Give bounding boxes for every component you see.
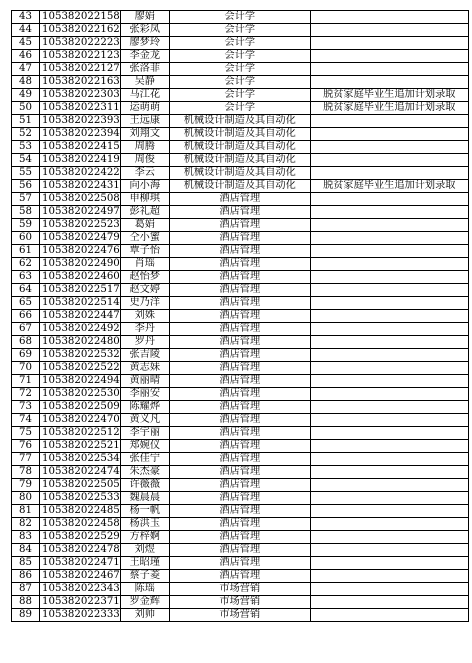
remark-cell (310, 284, 468, 297)
student-name-cell: 张洛菲 (120, 63, 169, 76)
table-row (12, 609, 469, 622)
row-number-cell: 89 (12, 609, 40, 622)
student-name-cell: 赵文婷 (120, 284, 169, 297)
student-id-cell: 105382022480 (40, 336, 121, 349)
student-id-cell: 105382022512 (40, 427, 121, 440)
remark-cell (310, 50, 468, 63)
student-id-cell: 105382022127 (40, 63, 121, 76)
remark-cell (310, 37, 468, 50)
remark-cell (310, 24, 468, 37)
student-name-cell: 覃子怡 (120, 245, 169, 258)
row-number-cell: 62 (12, 258, 40, 271)
major-cell: 会计学 (169, 24, 310, 37)
student-name-cell: 赵怡梦 (120, 271, 169, 284)
remark-cell (310, 414, 468, 427)
table-row (12, 427, 469, 440)
student-name-cell: 运萌萌 (120, 102, 169, 115)
major-cell: 酒店管理 (169, 245, 310, 258)
student-name-cell: 李云 (120, 167, 169, 180)
student-name-cell: 刘姝 (120, 310, 169, 323)
table-row (12, 492, 469, 505)
student-id-cell: 105382022394 (40, 128, 121, 141)
remark-cell (310, 232, 468, 245)
student-name-cell: 张吉陵 (120, 349, 169, 362)
table-row (12, 570, 469, 583)
student-id-cell: 105382022422 (40, 167, 121, 180)
row-number-cell: 57 (12, 193, 40, 206)
major-cell: 会计学 (169, 63, 310, 76)
table-row (12, 154, 469, 167)
major-cell: 机械设计制造及其自动化 (169, 167, 310, 180)
student-id-cell: 105382022530 (40, 388, 121, 401)
student-id-cell: 105382022415 (40, 141, 121, 154)
student-id-cell: 105382022311 (40, 102, 121, 115)
table-row (12, 141, 469, 154)
row-number-cell: 67 (12, 323, 40, 336)
row-number-cell: 80 (12, 492, 40, 505)
student-name-cell: 罗金辉 (120, 596, 169, 609)
remark-cell (310, 219, 468, 232)
remark-cell (310, 76, 468, 89)
table-row (12, 128, 469, 141)
student-name-cell: 陈瑶 (120, 583, 169, 596)
major-cell: 机械设计制造及其自动化 (169, 154, 310, 167)
row-number-cell: 47 (12, 63, 40, 76)
row-number-cell: 43 (12, 11, 40, 24)
row-number-cell: 74 (12, 414, 40, 427)
table-row (12, 388, 469, 401)
student-id-cell: 105382022533 (40, 492, 121, 505)
remark-cell (310, 531, 468, 544)
remark-cell (310, 310, 468, 323)
table-row (12, 50, 469, 63)
major-cell: 会计学 (169, 102, 310, 115)
remark-cell (310, 557, 468, 570)
major-cell: 酒店管理 (169, 388, 310, 401)
row-number-cell: 70 (12, 362, 40, 375)
student-id-cell: 105382022492 (40, 323, 121, 336)
student-id-cell: 105382022485 (40, 505, 121, 518)
table-row (12, 102, 469, 115)
table-row (12, 401, 469, 414)
table-row (12, 323, 469, 336)
remark-cell (310, 388, 468, 401)
remark-cell (310, 245, 468, 258)
remark-cell (310, 271, 468, 284)
row-number-cell: 59 (12, 219, 40, 232)
row-number-cell: 58 (12, 206, 40, 219)
remark-cell (310, 479, 468, 492)
major-cell: 酒店管理 (169, 453, 310, 466)
row-number-cell: 72 (12, 388, 40, 401)
remark-cell: 脱贫家庭毕业生追加计划录取 (310, 102, 468, 115)
table-row (12, 167, 469, 180)
major-cell: 市场营销 (169, 609, 310, 622)
table-row (12, 336, 469, 349)
remark-cell (310, 297, 468, 310)
major-cell: 酒店管理 (169, 219, 310, 232)
major-cell: 酒店管理 (169, 336, 310, 349)
student-id-cell: 105382022476 (40, 245, 121, 258)
major-cell: 会计学 (169, 89, 310, 102)
table-row (12, 362, 469, 375)
student-name-cell: 马江花 (120, 89, 169, 102)
table-row (12, 206, 469, 219)
student-id-cell: 105382022467 (40, 570, 121, 583)
remark-cell (310, 440, 468, 453)
major-cell: 酒店管理 (169, 492, 310, 505)
remark-cell (310, 518, 468, 531)
student-name-cell: 肖瑶 (120, 258, 169, 271)
student-name-cell: 郑婉仪 (120, 440, 169, 453)
row-number-cell: 69 (12, 349, 40, 362)
table-row (12, 76, 469, 89)
remark-cell (310, 362, 468, 375)
row-number-cell: 81 (12, 505, 40, 518)
student-name-cell: 李丽安 (120, 388, 169, 401)
table-row (12, 11, 469, 24)
student-name-cell: 朱杰豪 (120, 466, 169, 479)
student-name-cell: 黄义凡 (120, 414, 169, 427)
table-row (12, 414, 469, 427)
student-name-cell: 向小海 (120, 180, 169, 193)
student-name-cell: 黄志妹 (120, 362, 169, 375)
remark-cell: 脱贫家庭毕业生追加计划录取 (310, 89, 468, 102)
row-number-cell: 56 (12, 180, 40, 193)
remark-cell (310, 206, 468, 219)
table-row (12, 245, 469, 258)
student-id-cell: 105382022431 (40, 180, 121, 193)
row-number-cell: 85 (12, 557, 40, 570)
student-id-cell: 105382022523 (40, 219, 121, 232)
student-id-cell: 105382022343 (40, 583, 121, 596)
table-row (12, 63, 469, 76)
remark-cell (310, 570, 468, 583)
table-row (12, 37, 469, 50)
major-cell: 会计学 (169, 11, 310, 24)
row-number-cell: 84 (12, 544, 40, 557)
student-name-cell: 张佳宁 (120, 453, 169, 466)
student-name-cell: 黄丽晴 (120, 375, 169, 388)
row-number-cell: 73 (12, 401, 40, 414)
remark-cell (310, 505, 468, 518)
student-id-cell: 105382022470 (40, 414, 121, 427)
student-id-cell: 105382022532 (40, 349, 121, 362)
major-cell: 酒店管理 (169, 466, 310, 479)
row-number-cell: 66 (12, 310, 40, 323)
major-cell: 酒店管理 (169, 479, 310, 492)
remark-cell (310, 258, 468, 271)
major-cell: 酒店管理 (169, 362, 310, 375)
student-name-cell: 魏晨晨 (120, 492, 169, 505)
table-row (12, 544, 469, 557)
remark-cell (310, 609, 468, 622)
student-name-cell: 方梓婀 (120, 531, 169, 544)
student-name-cell: 廖梦玲 (120, 37, 169, 50)
student-name-cell: 申柳琪 (120, 193, 169, 206)
row-number-cell: 77 (12, 453, 40, 466)
major-cell: 酒店管理 (169, 271, 310, 284)
row-number-cell: 46 (12, 50, 40, 63)
row-number-cell: 49 (12, 89, 40, 102)
student-name-cell: 廖娟 (120, 11, 169, 24)
table-row (12, 297, 469, 310)
major-cell: 酒店管理 (169, 531, 310, 544)
table-row (12, 310, 469, 323)
table-row (12, 271, 469, 284)
table-row (12, 505, 469, 518)
major-cell: 机械设计制造及其自动化 (169, 180, 310, 193)
major-cell: 酒店管理 (169, 297, 310, 310)
student-name-cell: 彭礼超 (120, 206, 169, 219)
table-row (12, 24, 469, 37)
table-row (12, 440, 469, 453)
remark-cell (310, 453, 468, 466)
row-number-cell: 71 (12, 375, 40, 388)
major-cell: 酒店管理 (169, 505, 310, 518)
row-number-cell: 79 (12, 479, 40, 492)
student-id-cell: 105382022522 (40, 362, 121, 375)
row-number-cell: 50 (12, 102, 40, 115)
row-number-cell: 45 (12, 37, 40, 50)
student-id-cell: 105382022333 (40, 609, 121, 622)
table-row (12, 115, 469, 128)
student-name-cell: 葛娟 (120, 219, 169, 232)
table-row (12, 219, 469, 232)
row-number-cell: 87 (12, 583, 40, 596)
student-name-cell: 陈耀烨 (120, 401, 169, 414)
student-name-cell: 罗丹 (120, 336, 169, 349)
major-cell: 酒店管理 (169, 401, 310, 414)
major-cell: 酒店管理 (169, 310, 310, 323)
major-cell: 酒店管理 (169, 323, 310, 336)
major-cell: 市场营销 (169, 596, 310, 609)
student-id-cell: 105382022458 (40, 518, 121, 531)
row-number-cell: 51 (12, 115, 40, 128)
row-number-cell: 76 (12, 440, 40, 453)
row-number-cell: 55 (12, 167, 40, 180)
student-name-cell: 史乃洋 (120, 297, 169, 310)
student-id-cell: 105382022393 (40, 115, 121, 128)
row-number-cell: 78 (12, 466, 40, 479)
student-id-cell: 105382022158 (40, 11, 121, 24)
remark-cell: 脱贫家庭毕业生追加计划录取 (310, 180, 468, 193)
major-cell: 酒店管理 (169, 232, 310, 245)
major-cell: 机械设计制造及其自动化 (169, 115, 310, 128)
remark-cell (310, 193, 468, 206)
major-cell: 酒店管理 (169, 206, 310, 219)
student-id-cell: 105382022490 (40, 258, 121, 271)
student-id-cell: 105382022303 (40, 89, 121, 102)
major-cell: 会计学 (169, 50, 310, 63)
row-number-cell: 60 (12, 232, 40, 245)
row-number-cell: 83 (12, 531, 40, 544)
student-id-cell: 105382022162 (40, 24, 121, 37)
table-row (12, 193, 469, 206)
major-cell: 酒店管理 (169, 349, 310, 362)
student-name-cell: 周腾 (120, 141, 169, 154)
row-number-cell: 54 (12, 154, 40, 167)
student-id-cell: 105382022447 (40, 310, 121, 323)
student-id-cell: 105382022479 (40, 232, 121, 245)
student-name-cell: 刘煜 (120, 544, 169, 557)
row-number-cell: 82 (12, 518, 40, 531)
row-number-cell: 48 (12, 76, 40, 89)
major-cell: 酒店管理 (169, 414, 310, 427)
remark-cell (310, 128, 468, 141)
remark-cell (310, 544, 468, 557)
student-id-cell: 105382022497 (40, 206, 121, 219)
admission-list-table (11, 10, 469, 622)
major-cell: 酒店管理 (169, 284, 310, 297)
table-row (12, 258, 469, 271)
student-id-cell: 105382022163 (40, 76, 121, 89)
major-cell: 市场营销 (169, 583, 310, 596)
row-number-cell: 44 (12, 24, 40, 37)
table-row (12, 518, 469, 531)
table-row (12, 531, 469, 544)
table-row (12, 375, 469, 388)
student-id-cell: 105382022529 (40, 531, 121, 544)
table-row (12, 232, 469, 245)
student-name-cell: 杨一帆 (120, 505, 169, 518)
student-id-cell: 105382022471 (40, 557, 121, 570)
student-id-cell: 105382022509 (40, 401, 121, 414)
remark-cell (310, 63, 468, 76)
student-id-cell: 105382022505 (40, 479, 121, 492)
student-name-cell: 吴静 (120, 76, 169, 89)
major-cell: 酒店管理 (169, 193, 310, 206)
major-cell: 酒店管理 (169, 557, 310, 570)
student-name-cell: 李宇丽 (120, 427, 169, 440)
student-id-cell: 105382022474 (40, 466, 121, 479)
student-id-cell: 105382022508 (40, 193, 121, 206)
remark-cell (310, 167, 468, 180)
student-id-cell: 105382022517 (40, 284, 121, 297)
student-name-cell: 王远康 (120, 115, 169, 128)
table-row (12, 466, 469, 479)
remark-cell (310, 115, 468, 128)
row-number-cell: 61 (12, 245, 40, 258)
remark-cell (310, 336, 468, 349)
row-number-cell: 68 (12, 336, 40, 349)
major-cell: 会计学 (169, 76, 310, 89)
student-id-cell: 105382022460 (40, 271, 121, 284)
major-cell: 酒店管理 (169, 375, 310, 388)
table-row (12, 596, 469, 609)
major-cell: 酒店管理 (169, 544, 310, 557)
student-name-cell: 许薇薇 (120, 479, 169, 492)
remark-cell (310, 11, 468, 24)
remark-cell (310, 375, 468, 388)
table-row (12, 453, 469, 466)
student-name-cell: 蔡子菱 (120, 570, 169, 583)
table-row (12, 557, 469, 570)
table-row (12, 180, 469, 193)
major-cell: 酒店管理 (169, 440, 310, 453)
student-id-cell: 105382022521 (40, 440, 121, 453)
student-id-cell: 105382022419 (40, 154, 121, 167)
student-name-cell: 刘翔文 (120, 128, 169, 141)
row-number-cell: 88 (12, 596, 40, 609)
major-cell: 会计学 (169, 37, 310, 50)
student-id-cell: 105382022223 (40, 37, 121, 50)
row-number-cell: 53 (12, 141, 40, 154)
remark-cell (310, 154, 468, 167)
row-number-cell: 63 (12, 271, 40, 284)
student-id-cell: 105382022534 (40, 453, 121, 466)
remark-cell (310, 596, 468, 609)
major-cell: 机械设计制造及其自动化 (169, 141, 310, 154)
row-number-cell: 65 (12, 297, 40, 310)
remark-cell (310, 141, 468, 154)
admission-list-body (12, 11, 469, 622)
student-id-cell: 105382022478 (40, 544, 121, 557)
major-cell: 酒店管理 (169, 258, 310, 271)
student-id-cell: 105382022371 (40, 596, 121, 609)
student-name-cell: 刘帅 (120, 609, 169, 622)
remark-cell (310, 583, 468, 596)
student-name-cell: 杨洪玉 (120, 518, 169, 531)
remark-cell (310, 427, 468, 440)
student-id-cell: 105382022514 (40, 297, 121, 310)
remark-cell (310, 323, 468, 336)
row-number-cell: 75 (12, 427, 40, 440)
student-name-cell: 李丹 (120, 323, 169, 336)
remark-cell (310, 466, 468, 479)
student-name-cell: 周俊 (120, 154, 169, 167)
major-cell: 酒店管理 (169, 518, 310, 531)
student-name-cell: 王昭瑾 (120, 557, 169, 570)
remark-cell (310, 401, 468, 414)
student-name-cell: 李金龙 (120, 50, 169, 63)
student-name-cell: 张彩凤 (120, 24, 169, 37)
student-id-cell: 105382022494 (40, 375, 121, 388)
major-cell: 酒店管理 (169, 427, 310, 440)
table-row (12, 284, 469, 297)
row-number-cell: 86 (12, 570, 40, 583)
row-number-cell: 52 (12, 128, 40, 141)
remark-cell (310, 349, 468, 362)
row-number-cell: 64 (12, 284, 40, 297)
student-id-cell: 105382022123 (40, 50, 121, 63)
major-cell: 酒店管理 (169, 570, 310, 583)
table-row (12, 349, 469, 362)
table-row (12, 89, 469, 102)
table-row (12, 583, 469, 596)
remark-cell (310, 492, 468, 505)
table-row (12, 479, 469, 492)
major-cell: 机械设计制造及其自动化 (169, 128, 310, 141)
student-name-cell: 仝小蜜 (120, 232, 169, 245)
